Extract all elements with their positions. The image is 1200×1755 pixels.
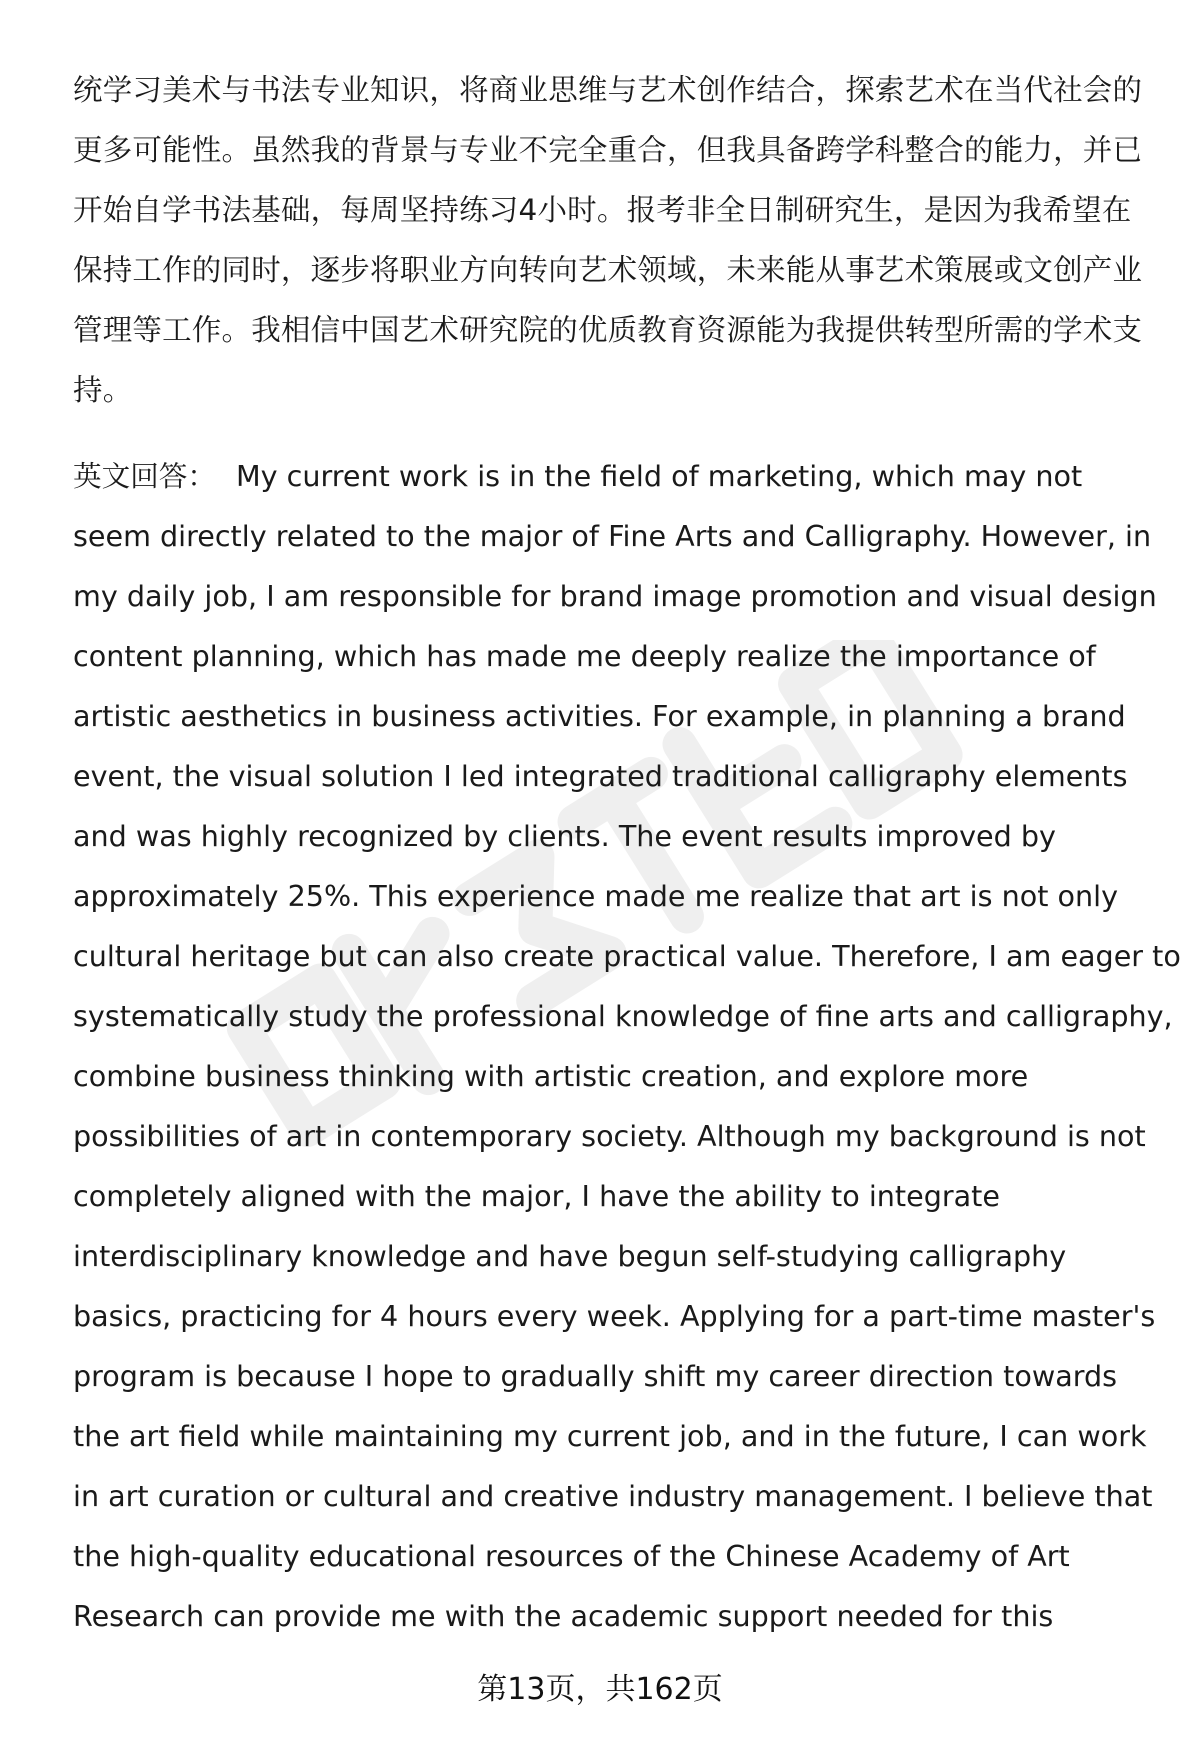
paragraph-line: approximately 25%. This experience made me realize that art is not only bbox=[73, 879, 1119, 913]
paragraph-line-text: My current work is in the field of marketing, which may not bbox=[235, 459, 1083, 493]
paragraph-line: 管理等工作。我相信中国艺术研究院的优质教育资源能为我提供转型所需的学术支 bbox=[73, 313, 1143, 347]
paragraph-line: program is because I hope to gradually shift my career direction towards bbox=[73, 1359, 1118, 1393]
paragraph-line: cultural heritage but can also create practical value. Therefore, I am eager to bbox=[73, 939, 1181, 973]
paragraph-line: 更多可能性。虽然我的背景与专业不完全重合，但我具备跨学科整合的能力，并已 bbox=[73, 133, 1143, 167]
paragraph-line: content planning, which has made me deeply realize the importance of bbox=[73, 639, 1096, 673]
paragraph-line: 统学习美术与书法专业知识，将商业思维与艺术创作结合，探索艺术在当代社会的 bbox=[73, 73, 1143, 107]
paragraph-line: the high-quality educational resources of the Chinese Academy of Art bbox=[73, 1539, 1070, 1573]
english-answer-paragraph bbox=[73, 446, 1181, 1646]
paragraph-line: 开始自学书法基础，每周坚持练习4小时。报考非全日制研究生，是因为我希望在 bbox=[73, 193, 1132, 227]
paragraph-line: basics, practicing for 4 hours every week. Applying for a part-time master's bbox=[73, 1299, 1156, 1333]
paragraph-line: in art curation or cultural and creative industry management. I believe that bbox=[73, 1479, 1153, 1513]
paragraph-line: seem directly related to the major of Fine Arts and Calligraphy. However, in bbox=[73, 519, 1152, 553]
english-answer-label: 英文回答： bbox=[73, 459, 216, 493]
page-number-footer: 第13页，共162页 bbox=[477, 1672, 723, 1707]
chinese-answer-paragraph bbox=[73, 60, 1160, 420]
paragraph-line: interdisciplinary knowledge and have begun self-studying calligraphy bbox=[73, 1239, 1067, 1273]
paragraph-line: 保持工作的同时，逐步将职业方向转向艺术领域，未来能从事艺术策展或文创产业 bbox=[73, 253, 1143, 287]
paragraph-line: combine business thinking with artistic creation, and explore more bbox=[73, 1059, 1029, 1093]
paragraph-line: possibilities of art in contemporary society. Although my background is not bbox=[73, 1119, 1146, 1153]
paragraph-line: 持。 bbox=[73, 373, 133, 407]
paragraph-line: the art field while maintaining my current job, and in the future, I can work bbox=[73, 1419, 1147, 1453]
paragraph-line: artistic aesthetics in business activities. For example, in planning a brand bbox=[73, 699, 1126, 733]
paragraph-line: systematically study the professional knowledge of fine arts and calligraphy, bbox=[73, 999, 1173, 1033]
paragraph-line: my daily job, I am responsible for brand image promotion and visual design bbox=[73, 579, 1157, 613]
paragraph-line: and was highly recognized by clients. The event results improved by bbox=[73, 819, 1056, 853]
paragraph-line: completely aligned with the major, I have the ability to integrate bbox=[73, 1179, 1000, 1213]
paragraph-line: Research can provide me with the academic support needed for this bbox=[73, 1599, 1054, 1633]
paragraph-line: event, the visual solution I led integrated traditional calligraphy elements bbox=[73, 759, 1128, 793]
paragraph-first-line bbox=[73, 446, 1160, 506]
